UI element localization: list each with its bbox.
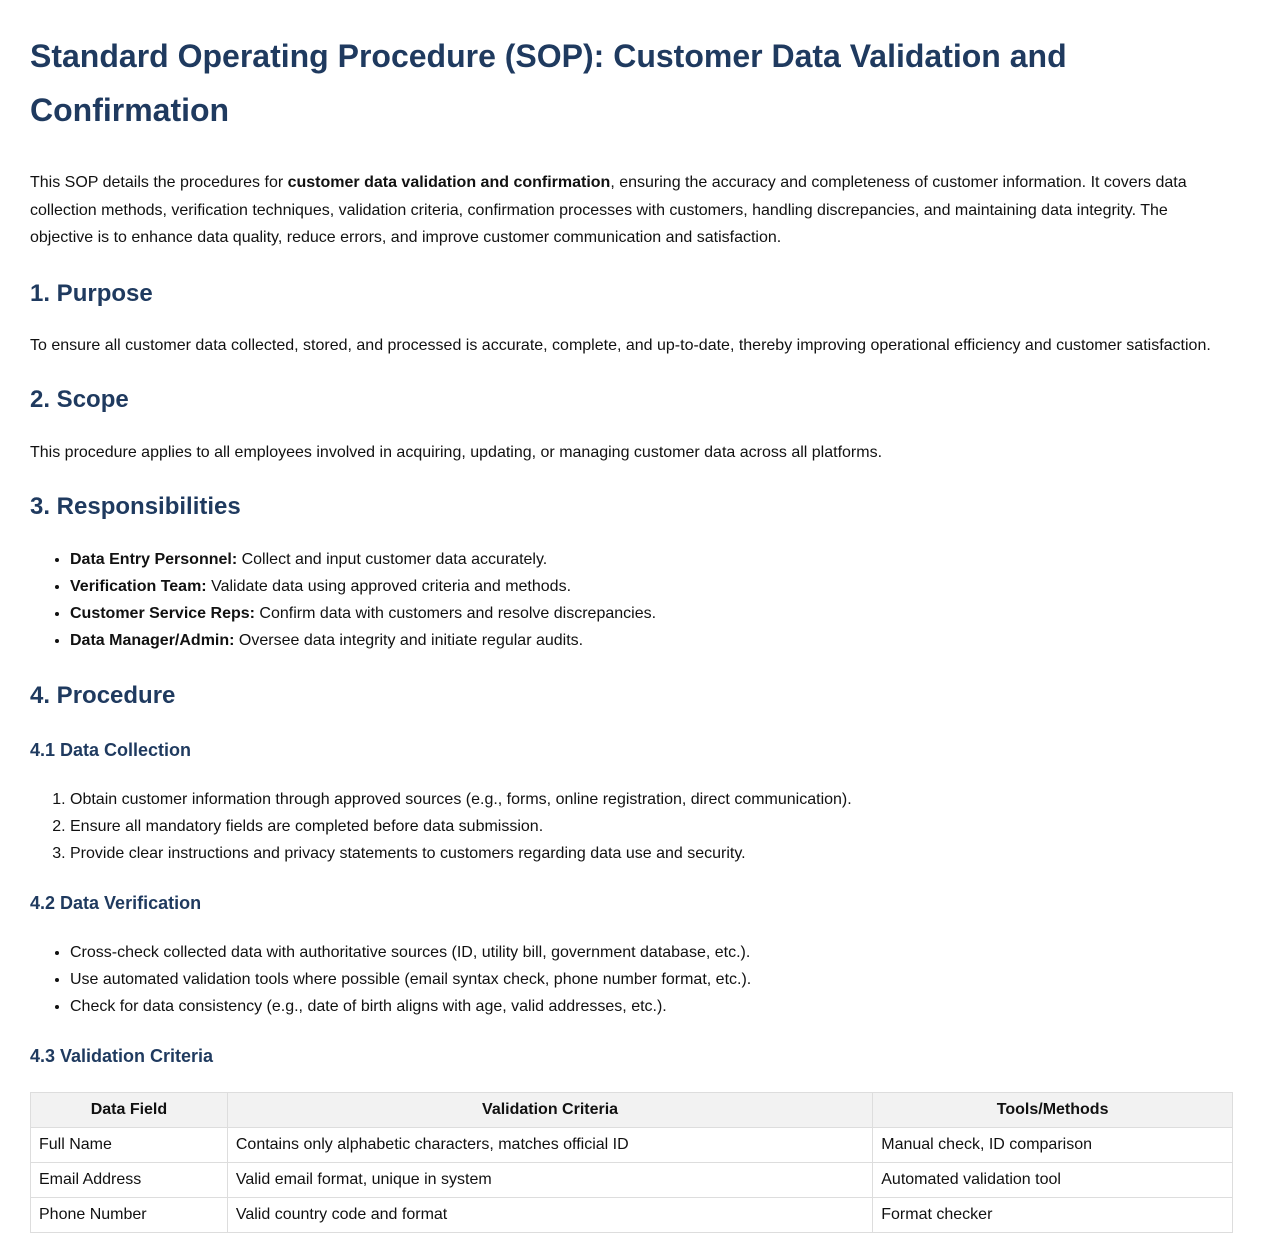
table-row bbox=[31, 1127, 1233, 1162]
intro-paragraph bbox=[30, 169, 1233, 252]
list-item: 3. Provide clear instructions and privacy statements to customers regarding data use and security. bbox=[70, 840, 1233, 867]
list-item: 1. Obtain customer information through approved sources (e.g., forms, online registration, direct communication). bbox=[70, 786, 1233, 813]
table-cell: Valid email format, unique in system bbox=[227, 1162, 872, 1197]
data-collection-heading: 4.1 Data Collection bbox=[30, 739, 192, 760]
purpose-text: To ensure all customer data collected, stored, and processed is accurate, complete, and up-to-date, thereby improving operational efficiency and customer satisfaction. bbox=[30, 336, 1211, 354]
list-item: 2. Ensure all mandatory fields are completed before data submission. bbox=[70, 813, 1233, 840]
document-title: Standard Operating Procedure (SOP): Customer Data Validation and Confirmation bbox=[30, 38, 1067, 128]
intro-text-end: , ensuring the accuracy and completeness of customer information. It covers data collection methods, verification techniques, validation criteria, confirmation processes with customers, handling discrepancies, and maintaining data integrity. The objective is to enhance data quality, reduce errors, and improve customer communication and satisfaction. bbox=[30, 174, 1187, 246]
intro-bold-text: customer data validation and confirmation bbox=[287, 174, 611, 191]
list-item bbox=[70, 546, 1233, 573]
responsibilities-list bbox=[30, 546, 1233, 654]
validation-criteria-table bbox=[30, 1092, 1233, 1233]
list-item: • Use automated validation tools where possible (email syntax check, phone number format, etc.). bbox=[70, 966, 1233, 993]
procedure-heading: 4. Procedure bbox=[30, 681, 176, 709]
table-header-row bbox=[31, 1092, 1233, 1127]
scope-text: This procedure applies to all employees involved in acquiring, updating, or managing customer data across all platforms. bbox=[30, 444, 883, 461]
responsibilities-heading: 3. Responsibilities bbox=[30, 492, 241, 520]
role-label: Verification Team: bbox=[70, 577, 207, 595]
table-cell: Valid country code and format bbox=[227, 1197, 872, 1232]
table-cell: Full Name bbox=[31, 1127, 228, 1162]
intro-text-start: This SOP details the procedures for bbox=[30, 174, 288, 191]
list-item bbox=[70, 573, 1233, 600]
table-row bbox=[31, 1162, 1233, 1197]
table-cell: Manual check, ID comparison bbox=[873, 1127, 1233, 1162]
column-header-data-field: Data Field bbox=[31, 1092, 228, 1127]
column-header-validation-criteria: Validation Criteria bbox=[227, 1092, 872, 1127]
purpose-heading: 1. Purpose bbox=[30, 279, 153, 307]
scope-heading: 2. Scope bbox=[30, 386, 129, 413]
table-cell: Automated validation tool bbox=[873, 1162, 1233, 1197]
column-header-tools-methods: Tools/Methods bbox=[873, 1092, 1233, 1127]
role-description: Collect and input customer data accurately. bbox=[237, 550, 548, 568]
list-item bbox=[70, 600, 1233, 627]
role-description: Validate data using approved criteria and methods. bbox=[206, 577, 572, 595]
sop-document bbox=[30, 0, 1233, 1233]
role-label: Customer Service Reps: bbox=[70, 604, 255, 622]
table-cell: Email Address bbox=[31, 1162, 228, 1197]
table-row bbox=[31, 1197, 1233, 1232]
table-cell: Format checker bbox=[873, 1197, 1233, 1232]
list-item: • Cross-check collected data with authoritative sources (ID, utility bill, government database, etc.). bbox=[70, 939, 1233, 966]
list-item: • Check for data consistency (e.g., date of birth aligns with age, valid addresses, etc.). bbox=[70, 993, 1233, 1020]
data-collection-list bbox=[30, 786, 1233, 867]
data-verification-heading: 4.2 Data Verification bbox=[30, 892, 202, 913]
list-item bbox=[70, 627, 1233, 654]
table-cell: Contains only alphabetic characters, matches official ID bbox=[227, 1127, 872, 1162]
role-description: Confirm data with customers and resolve discrepancies. bbox=[254, 604, 657, 622]
role-label: Data Entry Personnel: bbox=[70, 550, 238, 568]
role-label: Data Manager/Admin: bbox=[70, 631, 235, 649]
validation-criteria-heading: 4.3 Validation Criteria bbox=[30, 1045, 214, 1066]
role-description: Oversee data integrity and initiate regular audits. bbox=[234, 631, 584, 649]
table-cell: Phone Number bbox=[31, 1197, 228, 1232]
data-verification-list bbox=[30, 939, 1233, 1020]
